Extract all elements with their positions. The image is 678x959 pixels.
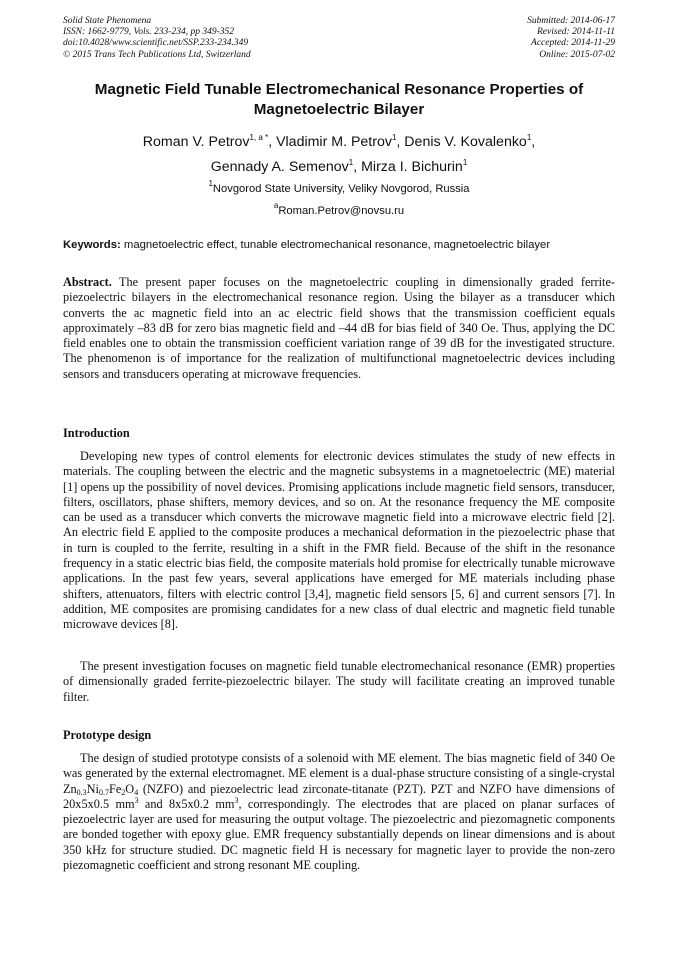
author-affiliation-mark: 1 [348,158,354,167]
date-accepted: Accepted: 2014-11-29 [531,38,615,49]
affiliation-mark: a [273,201,279,210]
affiliation-text: Novgorod State University, Veliky Novgorod, Russia [212,183,470,195]
author-line-2 [63,155,615,180]
section-heading-prototype-design: Prototype design [63,728,152,742]
date-online: Online: 2015-07-02 [539,49,615,60]
introduction-paragraph-1: Developing new types of control elements for electronic devices stimulates the study of new effects in materials. The coupling between the electric and the magnetic subsystems in a magnetoelectric (ME) material [1] opens up the possibility of novel devices. Promising applications include magnetic field sensors, transducer, filters, oscillators, phase shifters, memory devices, and so on. At the resonance frequency the ME composite can be used as a transducer which converts the microwave magnetic field into a microwave electric field [2]. An electric field E applied to the composite produces a mechanical deformation in the piezoelectric phase that in turn is coupled to the ferrite, resulting in a shift in the FMR field. Because of the shift in the resonance frequency in a static electric bias field, the composite materials hold promise for electrically tunable microwave applications. In the past few years, several applications have emerged for ME materials including phase shifters, attenuators, filters with electric control [3,4], magnetic field sensors [5, 6] and current sensors [7]. In addition, ME composites are promising candidates for a new class of dual electric and magnetic field tunable microwave devices [8]. [63,449,615,632]
journal-header-right [527,16,615,61]
author-line-1 [63,130,615,155]
section-heading-introduction: Introduction [63,426,130,440]
affiliation-university [63,179,615,195]
keywords [63,239,623,251]
prototype-text: (NZFO) and piezoelectric lead zirconate-titanate (PZT). PZT and NZFO have dimensions of 20x5x0.5 mm [63,781,615,811]
author-affiliation-mark: 1, a * [249,133,269,142]
paper-title-line-2: Magnetoelectric Bilayer [253,101,425,118]
formula-subscript: 4 [134,787,139,797]
prototype-text: Ni [86,781,99,796]
unit-superscript: 3 [134,795,139,805]
affiliation-email [63,201,615,217]
prototype-text: and 8x5x0.2 mm [138,796,235,811]
formula-subscript: 0.3 [76,787,87,797]
journal-copyright: © 2015 Trans Tech Publications Ltd, Switzerland [63,49,251,60]
journal-header-left [63,16,251,61]
abstract [63,275,615,382]
formula-subscript: 0.7 [98,787,109,797]
journal-doi: doi:10.4028/www.scientific.net/SSP.233-234.349 [63,38,249,49]
introduction-paragraph-2: The present investigation focuses on magnetic field tunable electromechanical resonance (EMR) properties of dimensionally graded ferrite-piezoelectric bilayer. The study will facilitate creating an improved tunable filter. [63,659,615,704]
date-submitted: Submitted: 2014-06-17 [527,16,615,26]
abstract-text: The present paper focuses on the magnetoelectric coupling in dimensionally graded ferrite-piezoelectric bilayers in the electromechanical resonance region. Using the bilayer as a transducer which converts the ac magnetic field into an ac electric field shows that the transmission coefficient equals approximately –83 dB for zero bias magnetic field and –44 dB for bias field of 340 Oe. Thus, applying the DC field enables one to obtain the transmission coefficient variation range of 39 dB for the investigated structure. The phenomenon is of importance for the realization of multifunctional magnetoelectric devices including sensors and transducers operating at microwave frequencies. [63,275,615,381]
author-name: , Mirza I. Bichurin [353,159,463,175]
author-name: Roman V. Petrov [142,134,250,150]
paper-title [63,80,615,120]
keywords-label: Keywords: [63,239,121,251]
paper-title-line-1: Magnetic Field Tunable Electromechanical Resonance Properties of [94,81,584,98]
formula-subscript: 2 [121,787,126,797]
prototype-design-paragraph [63,751,615,873]
author-name: Gennady A. Semenov [210,159,349,175]
unit-superscript: 3 [234,795,239,805]
prototype-text: , correspondingly. The electrodes that are placed on planar surfaces of piezoelectric layer are used for measuring the output voltage. The piezoelectric and piezomagnetic components are bonded together with epoxy glue. EMR frequency substantially depends on linear dimensions and is about 350 kHz for structure studied. DC magnetic field H is necessary for magnetic layer to provide the non-zero piezomagnetic coefficient and strong resonant ME coupling. [63,796,616,873]
author-name: , Vladimir M. Petrov [268,134,392,150]
author-separator: , [531,134,536,150]
author-name: , Denis V. Kovalenko [396,134,527,150]
journal-issn: ISSN: 1662-9779, Vols. 233-234, pp 349-352 [63,27,234,38]
prototype-text: Fe [108,781,122,796]
affiliation-mark: 1 [208,179,213,188]
author-list [63,130,615,180]
author-affiliation-mark: 1 [526,133,532,142]
email-link[interactable]: Roman.Petrov@novsu.ru [278,205,405,217]
journal-name: Solid State Phenomena [63,16,152,26]
keywords-text: magnetoelectric effect, tunable electromechanical resonance, magnetoelectric bilayer [120,239,551,251]
date-revised: Revised: 2014-11-11 [537,27,615,38]
author-affiliation-mark: 1 [462,158,468,167]
author-affiliation-mark: 1 [391,133,397,142]
prototype-text: O [125,781,135,796]
prototype-text: The design of studied prototype consists of a solenoid with ME element. The bias magnetic field of 340 Oe was generated by the external electromagnet. ME element is a dual-phase structure consisting of a single-crystal Zn [63,751,615,796]
abstract-label: Abstract. [63,275,112,289]
